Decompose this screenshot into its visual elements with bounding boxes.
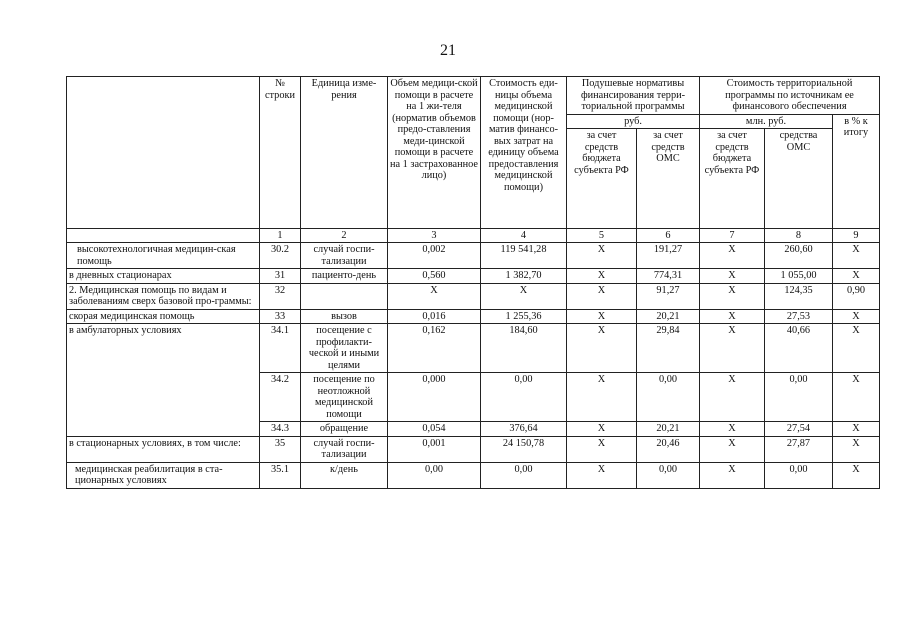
row-unit: посещение с профилакти-ческой и иными целями bbox=[301, 324, 388, 373]
header-volume: Объем медици-ской помощи в расчете на 1 жи-теля (норматив объемов предо-ставления меди-цинской помощи в расчете на 1 застрахованное лицо) bbox=[388, 77, 481, 229]
row-rub-oms: 29,84 bbox=[637, 324, 700, 373]
row-percent: X bbox=[833, 269, 880, 284]
header-oms-rub: за счет средств ОМС bbox=[637, 129, 700, 229]
row-mln-budget: X bbox=[700, 462, 765, 488]
row-no: 33 bbox=[260, 309, 301, 324]
row-mln-oms: 27,54 bbox=[765, 422, 833, 437]
row-rub-budget: X bbox=[567, 422, 637, 437]
row-mln-budget: X bbox=[700, 373, 765, 422]
column-number-blank bbox=[67, 229, 260, 243]
row-cost: 119 541,28 bbox=[481, 243, 567, 269]
row-volume: 0,001 bbox=[388, 436, 481, 462]
row-cost: 1 255,36 bbox=[481, 309, 567, 324]
row-percent: X bbox=[833, 309, 880, 324]
header-blank-cell bbox=[67, 77, 260, 229]
row-volume: 0,00 bbox=[388, 462, 481, 488]
row-percent: X bbox=[833, 373, 880, 422]
row-rub-oms: 91,27 bbox=[637, 283, 700, 309]
table-row bbox=[67, 243, 880, 269]
row-mln-budget: X bbox=[700, 309, 765, 324]
row-cost: X bbox=[481, 283, 567, 309]
row-percent: X bbox=[833, 243, 880, 269]
row-volume: 0,016 bbox=[388, 309, 481, 324]
table-row bbox=[67, 436, 880, 462]
row-no: 31 bbox=[260, 269, 301, 284]
row-mln-budget: X bbox=[700, 243, 765, 269]
row-cost: 376,64 bbox=[481, 422, 567, 437]
row-rub-budget: X bbox=[567, 283, 637, 309]
row-rub-oms: 774,31 bbox=[637, 269, 700, 284]
row-unit: вызов bbox=[301, 309, 388, 324]
column-number: 1 bbox=[260, 229, 301, 243]
row-rub-oms: 20,46 bbox=[637, 436, 700, 462]
column-number: 4 bbox=[481, 229, 567, 243]
row-percent: X bbox=[833, 462, 880, 488]
row-unit: случай госпи-тализации bbox=[301, 436, 388, 462]
row-mln-oms: 1 055,00 bbox=[765, 269, 833, 284]
table-row bbox=[67, 283, 880, 309]
row-mln-budget: X bbox=[700, 283, 765, 309]
financing-table bbox=[66, 76, 880, 489]
table-header bbox=[67, 77, 880, 243]
header-per-capita: Подушевые нормативы финансирования терри-ториальной программы bbox=[567, 77, 700, 115]
header-unit: Единица изме-рения bbox=[301, 77, 388, 229]
row-no: 34.1 bbox=[260, 324, 301, 373]
row-no: 34.3 bbox=[260, 422, 301, 437]
row-unit: к/день bbox=[301, 462, 388, 488]
column-number: 8 bbox=[765, 229, 833, 243]
row-percent: X bbox=[833, 422, 880, 437]
row-no: 35 bbox=[260, 436, 301, 462]
row-cost: 0,00 bbox=[481, 373, 567, 422]
row-percent: 0,90 bbox=[833, 283, 880, 309]
row-rub-budget: X bbox=[567, 436, 637, 462]
row-no: 34.2 bbox=[260, 373, 301, 422]
column-number: 9 bbox=[833, 229, 880, 243]
row-name: в стационарных условиях, в том числе: bbox=[67, 436, 260, 462]
row-name: высокотехнологичная медицин-ская помощь bbox=[67, 243, 260, 269]
column-number: 3 bbox=[388, 229, 481, 243]
row-volume: 0,000 bbox=[388, 373, 481, 422]
table-body bbox=[67, 243, 880, 489]
column-number-row bbox=[67, 229, 880, 243]
table-row bbox=[67, 269, 880, 284]
row-rub-budget: X bbox=[567, 269, 637, 284]
row-unit: обращение bbox=[301, 422, 388, 437]
row-rub-oms: 0,00 bbox=[637, 373, 700, 422]
header-budget-mln: за счет средств бюджета субъекта РФ bbox=[700, 129, 765, 229]
column-number: 7 bbox=[700, 229, 765, 243]
row-name: в дневных стационарах bbox=[67, 269, 260, 284]
column-number: 6 bbox=[637, 229, 700, 243]
row-no: 35.1 bbox=[260, 462, 301, 488]
table-row bbox=[67, 324, 880, 373]
row-rub-oms: 20,21 bbox=[637, 309, 700, 324]
column-number: 2 bbox=[301, 229, 388, 243]
row-rub-budget: X bbox=[567, 373, 637, 422]
row-rub-oms: 191,27 bbox=[637, 243, 700, 269]
page-number: 21 bbox=[440, 42, 456, 59]
row-volume: 0,560 bbox=[388, 269, 481, 284]
row-rub-budget: X bbox=[567, 462, 637, 488]
row-volume: X bbox=[388, 283, 481, 309]
header-mln-rub: млн. руб. bbox=[700, 114, 833, 129]
row-rub-oms: 20,21 bbox=[637, 422, 700, 437]
table-row bbox=[67, 462, 880, 488]
row-rub-oms: 0,00 bbox=[637, 462, 700, 488]
row-name: медицинская реабилитация в ста-ционарных условиях bbox=[67, 462, 260, 488]
header-cost: Стоимость еди-ницы объема медицинской помощи (нор-матив финансо-вых затрат на единицу объема предоставления медицинской помощи) bbox=[481, 77, 567, 229]
row-volume: 0,002 bbox=[388, 243, 481, 269]
row-percent: X bbox=[833, 324, 880, 373]
row-unit: случай госпи-тализации bbox=[301, 243, 388, 269]
row-name: 2. Медицинская помощь по видам и заболеваниям сверх базовой про-граммы: bbox=[67, 283, 260, 309]
row-mln-oms: 124,35 bbox=[765, 283, 833, 309]
row-cost: 24 150,78 bbox=[481, 436, 567, 462]
header-territorial-cost: Стоимость территориальной программы по источникам ее финансового обеспечения bbox=[700, 77, 880, 115]
row-no: 30.2 bbox=[260, 243, 301, 269]
row-mln-oms: 0,00 bbox=[765, 373, 833, 422]
header-rub: руб. bbox=[567, 114, 700, 129]
row-mln-oms: 40,66 bbox=[765, 324, 833, 373]
row-cost: 0,00 bbox=[481, 462, 567, 488]
row-no: 32 bbox=[260, 283, 301, 309]
header-row-no: № строки bbox=[260, 77, 301, 229]
row-name: скорая медицинская помощь bbox=[67, 309, 260, 324]
row-mln-budget: X bbox=[700, 269, 765, 284]
header-percent-total: в % к итогу bbox=[833, 114, 880, 229]
row-rub-budget: X bbox=[567, 243, 637, 269]
row-mln-oms: 260,60 bbox=[765, 243, 833, 269]
row-mln-budget: X bbox=[700, 324, 765, 373]
row-rub-budget: X bbox=[567, 309, 637, 324]
row-unit bbox=[301, 283, 388, 309]
row-rub-budget: X bbox=[567, 324, 637, 373]
row-mln-oms: 0,00 bbox=[765, 462, 833, 488]
column-number: 5 bbox=[567, 229, 637, 243]
row-mln-oms: 27,53 bbox=[765, 309, 833, 324]
row-mln-budget: X bbox=[700, 422, 765, 437]
row-mln-oms: 27,87 bbox=[765, 436, 833, 462]
row-percent: X bbox=[833, 436, 880, 462]
row-mln-budget: X bbox=[700, 436, 765, 462]
header-oms-mln: средства ОМС bbox=[765, 129, 833, 229]
row-volume: 0,162 bbox=[388, 324, 481, 373]
table-row bbox=[67, 309, 880, 324]
row-unit: посещение по неотложной медицинской помощи bbox=[301, 373, 388, 422]
row-volume: 0,054 bbox=[388, 422, 481, 437]
row-cost: 184,60 bbox=[481, 324, 567, 373]
row-unit: пациенто-день bbox=[301, 269, 388, 284]
header-budget-rub: за счет средств бюджета субъекта РФ bbox=[567, 129, 637, 229]
row-cost: 1 382,70 bbox=[481, 269, 567, 284]
row-name: в амбулаторных условиях bbox=[67, 324, 260, 437]
